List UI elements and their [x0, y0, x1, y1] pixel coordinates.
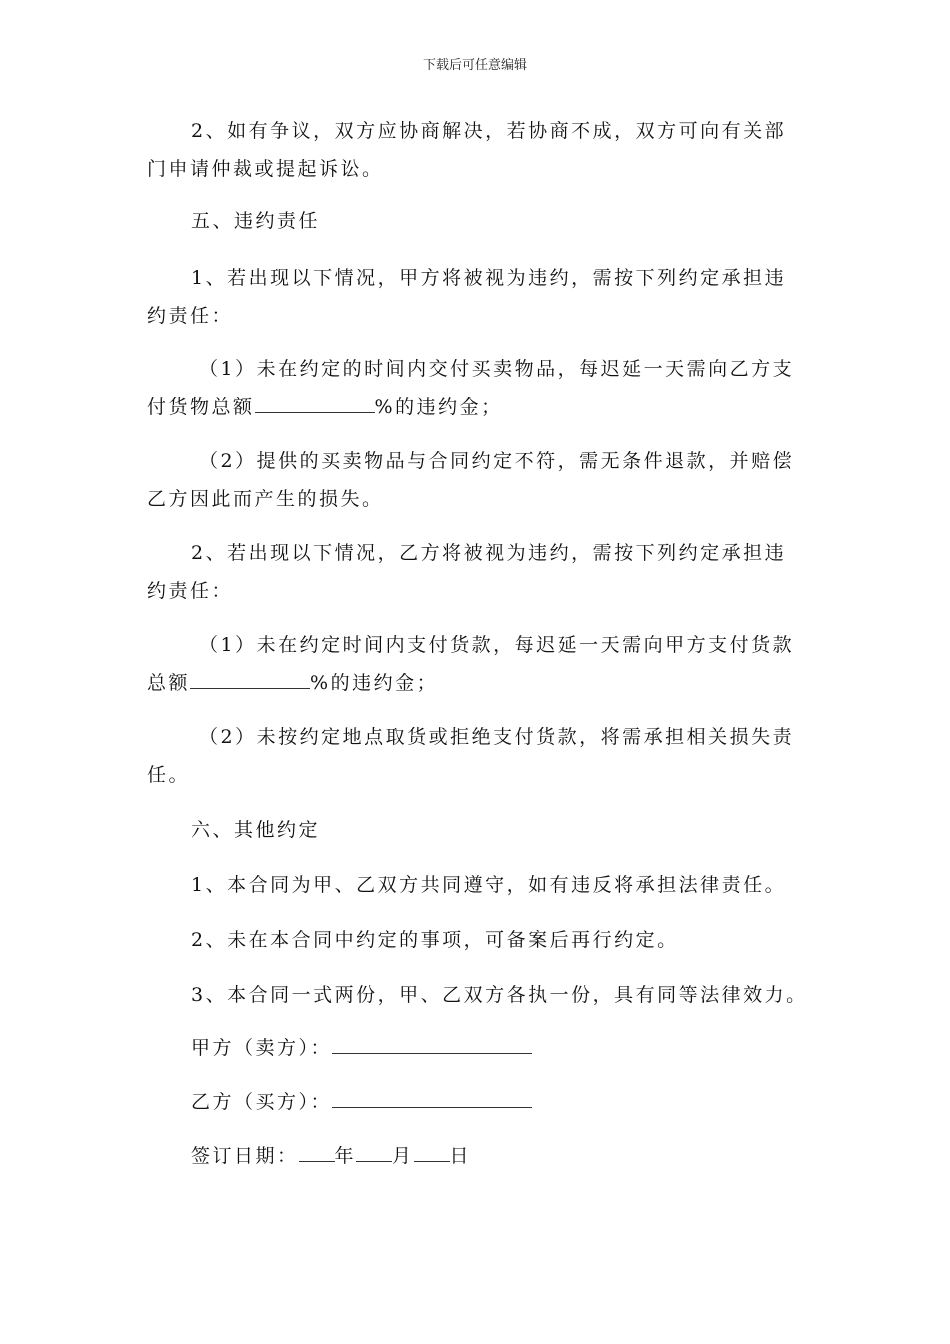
- signing-date-line: [147, 1137, 812, 1175]
- clause-a-item-1-suffix: %的违约金；: [374, 396, 503, 418]
- clause-b-item-1-prefix: 总额: [147, 672, 191, 694]
- party-b-signature-blank: [332, 1087, 532, 1108]
- clause-b-item-2: [147, 718, 812, 794]
- day-blank: [414, 1141, 450, 1162]
- year-blank: [299, 1141, 335, 1162]
- clause-a-item-1-line-1: （1）未在约定的时间内交付买卖物品，每迟延一天需向乙方支: [199, 358, 795, 380]
- clause-b-item-2-line-1: （2）未按约定地点取货或拒绝支付货款，将需承担相关损失责: [199, 726, 795, 748]
- party-b-label: 乙方（买方）：: [191, 1091, 333, 1113]
- page-header: 下载后可任意编辑: [422, 58, 527, 73]
- signing-date: [147, 1137, 812, 1175]
- clause-b-item-1-suffix: %的违约金；: [310, 672, 439, 694]
- section-six-heading: 六、其他约定: [191, 819, 321, 841]
- signature-party-a-line: [147, 1029, 812, 1067]
- clause-party-a-breach-line-2: 约责任：: [147, 305, 234, 327]
- clause-dispute-line-1: 2、如有争议，双方应协商解决，若协商不成，双方可向有关部: [191, 120, 787, 142]
- clause-party-b-breach: [147, 534, 812, 610]
- clause-a-item-1: [147, 350, 812, 426]
- date-label: 签订日期：: [191, 1145, 299, 1167]
- clause-party-a-breach: [147, 259, 812, 335]
- clause-a-item-1-prefix: 付货物总额: [147, 396, 255, 418]
- year-label: 年: [334, 1145, 357, 1167]
- clause-other-3: [147, 976, 812, 1014]
- penalty-rate-blank-b: [190, 668, 310, 689]
- clause-party-b-breach-line-2: 约责任：: [147, 580, 234, 602]
- penalty-rate-blank-a: [255, 392, 375, 413]
- signature-party-b: [147, 1083, 812, 1121]
- clause-b-item-1-line-1: （1）未在约定时间内支付货款，每迟延一天需向甲方支付货款: [199, 634, 795, 656]
- party-a-label: 甲方（卖方）：: [191, 1037, 333, 1059]
- month-blank: [356, 1141, 392, 1162]
- party-a-signature-blank: [332, 1033, 532, 1054]
- section-five-title: [147, 202, 812, 240]
- clause-dispute-line-2: 门申请仲裁或提起诉讼。: [147, 158, 384, 180]
- clause-other-2: [147, 921, 812, 959]
- month-label: 月: [392, 1145, 414, 1167]
- clause-a-item-2-line-2: 乙方因此而产生的损失。: [147, 488, 384, 510]
- day-label: 日: [449, 1145, 472, 1167]
- clause-other-1: [147, 866, 812, 904]
- clause-a-item-1-line-2: [147, 388, 812, 426]
- clause-other-2-text: 2、未在本合同中约定的事项，可备案后再行约定。: [191, 929, 679, 951]
- clause-dispute: [147, 112, 812, 188]
- clause-other-3-text: 3、本合同一式两份，甲、乙双方各执一份，具有同等法律效力。: [191, 984, 808, 1006]
- signature-party-b-line: [147, 1083, 812, 1121]
- clause-a-item-2: [147, 442, 812, 518]
- section-five-heading: 五、违约责任: [191, 210, 321, 232]
- section-six-title: [147, 811, 812, 849]
- clause-b-item-2-line-2: 任。: [147, 764, 191, 786]
- clause-party-a-breach-line-1: 1、若出现以下情况，甲方将被视为违约，需按下列约定承担违: [191, 267, 787, 289]
- clause-b-item-1-line-2: [147, 664, 812, 702]
- signature-party-a: [147, 1029, 812, 1067]
- clause-other-1-text: 1、本合同为甲、乙双方共同遵守，如有违反将承担法律责任。: [191, 874, 787, 896]
- clause-a-item-2-line-1: （2）提供的买卖物品与合同约定不符，需无条件退款，并赔偿: [199, 450, 795, 472]
- clause-party-b-breach-line-1: 2、若出现以下情况，乙方将被视为违约，需按下列约定承担违: [191, 542, 787, 564]
- clause-b-item-1: [147, 626, 812, 702]
